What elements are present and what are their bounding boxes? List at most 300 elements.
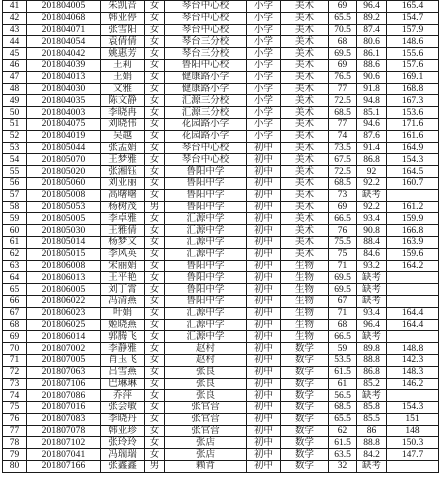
stage-cell: 小学: [247, 36, 281, 48]
row-number-cell: 48: [3, 83, 27, 95]
stage-cell: 初中: [247, 390, 281, 402]
stage-cell: 初中: [247, 461, 281, 473]
written-score-cell: 62: [329, 425, 357, 437]
subject-cell: 美术: [281, 189, 329, 201]
table-row: [3, 319, 439, 331]
interview-score-cell: 91.8: [357, 83, 387, 95]
written-score-cell: 69.5: [329, 48, 357, 60]
row-number-cell: 42: [3, 12, 27, 24]
total-score-cell: [387, 331, 439, 343]
candidate-name-cell: 王莉: [101, 59, 145, 71]
interview-score-cell: 87.6: [357, 130, 387, 142]
table-row: [3, 130, 439, 142]
interview-score-cell: 90.6: [357, 71, 387, 83]
exam-id-cell: 201807005: [27, 354, 101, 366]
school-cell: 鲁阳中学: [165, 272, 247, 284]
row-number-cell: 72: [3, 366, 27, 378]
interview-score-cell: 缺考: [357, 189, 387, 201]
written-score-cell: 63.5: [329, 449, 357, 461]
table-row: [3, 166, 439, 178]
stage-cell: 小学: [247, 59, 281, 71]
written-score-cell: 71: [329, 260, 357, 272]
candidate-name-cell: 冯清燕: [101, 295, 145, 307]
total-score-cell: 148: [387, 425, 439, 437]
total-score-cell: 163.9: [387, 236, 439, 248]
row-number-cell: 76: [3, 413, 27, 425]
stage-cell: 初中: [247, 449, 281, 461]
subject-cell: 数学: [281, 425, 329, 437]
gender-cell: 女: [145, 307, 165, 319]
subject-cell: 数学: [281, 390, 329, 402]
row-number-cell: 71: [3, 354, 27, 366]
row-number-cell: 44: [3, 36, 27, 48]
exam-id-cell: 201804054: [27, 36, 101, 48]
subject-cell: 美术: [281, 71, 329, 83]
row-number-cell: 54: [3, 154, 27, 166]
exam-id-cell: 201804042: [27, 48, 101, 60]
school-cell: 鲁阳中学: [165, 166, 247, 178]
table-row: [3, 449, 439, 461]
row-number-cell: 46: [3, 59, 27, 71]
candidate-name-cell: 张会敏: [101, 402, 145, 414]
written-score-cell: 66.5: [329, 213, 357, 225]
subject-cell: 美术: [281, 107, 329, 119]
written-score-cell: 73.5: [329, 142, 357, 154]
subject-cell: 美术: [281, 118, 329, 130]
stage-cell: 初中: [247, 177, 281, 189]
written-score-cell: 68.5: [329, 177, 357, 189]
written-score-cell: 72.5: [329, 166, 357, 178]
written-score-cell: 76: [329, 225, 357, 237]
school-cell: 赵村: [165, 343, 247, 355]
interview-score-cell: 86: [357, 425, 387, 437]
subject-cell: 美术: [281, 59, 329, 71]
school-cell: 汇源中学: [165, 225, 247, 237]
stage-cell: 小学: [247, 95, 281, 107]
total-score-cell: 147.7: [387, 449, 439, 461]
row-number-cell: 52: [3, 130, 27, 142]
written-score-cell: 77: [329, 83, 357, 95]
table-row: [3, 154, 439, 166]
score-table-body: [3, 1, 439, 473]
subject-cell: 生物: [281, 284, 329, 296]
interview-score-cell: 87.4: [357, 24, 387, 36]
written-score-cell: 69: [329, 1, 357, 13]
school-cell: 琴台中心校: [165, 24, 247, 36]
written-score-cell: 61.5: [329, 366, 357, 378]
row-number-cell: 49: [3, 95, 27, 107]
row-number-cell: 57: [3, 189, 27, 201]
subject-cell: 美术: [281, 248, 329, 260]
row-number-cell: 65: [3, 284, 27, 296]
table-row: [3, 142, 439, 154]
total-score-cell: 167.3: [387, 95, 439, 107]
stage-cell: 初中: [247, 378, 281, 390]
subject-cell: 美术: [281, 201, 329, 213]
exam-id-cell: 201807083: [27, 413, 101, 425]
stage-cell: 初中: [247, 366, 281, 378]
written-score-cell: 70.5: [329, 24, 357, 36]
subject-cell: 美术: [281, 154, 329, 166]
written-score-cell: 71: [329, 307, 357, 319]
written-score-cell: 76.5: [329, 71, 357, 83]
written-score-cell: 68: [329, 319, 357, 331]
score-table: [2, 0, 439, 473]
written-score-cell: 72.5: [329, 95, 357, 107]
candidate-name-cell: 刘晓伟: [101, 118, 145, 130]
table-row: [3, 366, 439, 378]
row-number-cell: 60: [3, 225, 27, 237]
interview-score-cell: 92.2: [357, 177, 387, 189]
school-cell: 张官营: [165, 402, 247, 414]
school-cell: 张店: [165, 449, 247, 461]
total-score-cell: 148.6: [387, 36, 439, 48]
gender-cell: 女: [145, 295, 165, 307]
school-cell: 汇源中学: [165, 319, 247, 331]
row-number-cell: 70: [3, 343, 27, 355]
subject-cell: 美术: [281, 130, 329, 142]
exam-id-cell: 201806005: [27, 284, 101, 296]
total-score-cell: 166.8: [387, 225, 439, 237]
total-score-cell: 165.4: [387, 1, 439, 13]
row-number-cell: 68: [3, 319, 27, 331]
candidate-name-cell: 杨树茂: [101, 201, 145, 213]
subject-cell: 美术: [281, 236, 329, 248]
candidate-name-cell: 吴越: [101, 130, 145, 142]
subject-cell: 数学: [281, 354, 329, 366]
table-row: [3, 95, 439, 107]
candidate-name-cell: 李卓雅: [101, 213, 145, 225]
candidate-name-cell: 袁倩倩: [101, 36, 145, 48]
written-score-cell: 65.5: [329, 12, 357, 24]
stage-cell: 初中: [247, 154, 281, 166]
candidate-name-cell: 王雅倩: [101, 225, 145, 237]
gender-cell: 女: [145, 189, 165, 201]
exam-id-cell: 201807063: [27, 366, 101, 378]
exam-id-cell: 201804030: [27, 83, 101, 95]
written-score-cell: 68: [329, 36, 357, 48]
exam-id-cell: 201806013: [27, 272, 101, 284]
candidate-name-cell: 刘丁霄: [101, 284, 145, 296]
school-cell: 鲁阳中学: [165, 260, 247, 272]
interview-score-cell: 85.8: [357, 402, 387, 414]
candidate-name-cell: 张玲玲: [101, 437, 145, 449]
exam-id-cell: 201807016: [27, 402, 101, 414]
table-row: [3, 295, 439, 307]
subject-cell: 数学: [281, 437, 329, 449]
subject-cell: 数学: [281, 378, 329, 390]
written-score-cell: 77: [329, 118, 357, 130]
subject-cell: 美术: [281, 12, 329, 24]
candidate-name-cell: 李晓冉: [101, 107, 145, 119]
stage-cell: 初中: [247, 260, 281, 272]
stage-cell: 小学: [247, 71, 281, 83]
interview-score-cell: 86.8: [357, 366, 387, 378]
total-score-cell: 161.2: [387, 201, 439, 213]
written-score-cell: 56.5: [329, 390, 357, 402]
candidate-name-cell: 王平艳: [101, 272, 145, 284]
interview-score-cell: 92.2: [357, 201, 387, 213]
subject-cell: 数学: [281, 402, 329, 414]
subject-cell: 美术: [281, 166, 329, 178]
total-score-cell: [387, 284, 439, 296]
gender-cell: 女: [145, 225, 165, 237]
table-row: [3, 402, 439, 414]
table-row: [3, 272, 439, 284]
stage-cell: 初中: [247, 225, 281, 237]
exam-id-cell: 201807041: [27, 449, 101, 461]
exam-id-cell: 201804039: [27, 59, 101, 71]
gender-cell: 女: [145, 425, 165, 437]
table-row: [3, 378, 439, 390]
interview-score-cell: 缺考: [357, 295, 387, 307]
written-score-cell: 68.5: [329, 107, 357, 119]
total-score-cell: 148.3: [387, 366, 439, 378]
subject-cell: 生物: [281, 260, 329, 272]
gender-cell: 女: [145, 154, 165, 166]
school-cell: 张良: [165, 366, 247, 378]
subject-cell: 生物: [281, 331, 329, 343]
gender-cell: 女: [145, 95, 165, 107]
table-row: [3, 413, 439, 425]
stage-cell: 初中: [247, 284, 281, 296]
exam-id-cell: 201805044: [27, 142, 101, 154]
school-cell: 汇源三分校: [165, 107, 247, 119]
interview-score-cell: 91.4: [357, 142, 387, 154]
interview-score-cell: 89.2: [357, 12, 387, 24]
gender-cell: 女: [145, 331, 165, 343]
written-score-cell: 75.5: [329, 236, 357, 248]
total-score-cell: 155.6: [387, 48, 439, 60]
subject-cell: 美术: [281, 225, 329, 237]
table-row: [3, 354, 439, 366]
interview-score-cell: 缺考: [357, 390, 387, 402]
gender-cell: 女: [145, 366, 165, 378]
exam-id-cell: 201805005: [27, 213, 101, 225]
exam-id-cell: 201805020: [27, 166, 101, 178]
total-score-cell: 142.3: [387, 354, 439, 366]
candidate-name-cell: 李风英: [101, 248, 145, 260]
row-number-cell: 79: [3, 449, 27, 461]
candidate-name-cell: 韩亚停: [101, 12, 145, 24]
gender-cell: 女: [145, 36, 165, 48]
row-number-cell: 55: [3, 166, 27, 178]
candidate-name-cell: 宋丽娟: [101, 260, 145, 272]
stage-cell: 小学: [247, 118, 281, 130]
gender-cell: 女: [145, 213, 165, 225]
written-score-cell: 65.5: [329, 413, 357, 425]
written-score-cell: 61: [329, 378, 357, 390]
gender-cell: 女: [145, 248, 165, 260]
gender-cell: 女: [145, 59, 165, 71]
candidate-name-cell: 朱凯音: [101, 1, 145, 13]
stage-cell: 小学: [247, 48, 281, 60]
school-cell: 鲁阳中学: [165, 177, 247, 189]
table-row: [3, 437, 439, 449]
interview-score-cell: 93.2: [357, 260, 387, 272]
gender-cell: 女: [145, 449, 165, 461]
row-number-cell: 67: [3, 307, 27, 319]
gender-cell: 女: [145, 1, 165, 13]
stage-cell: 初中: [247, 142, 281, 154]
candidate-name-cell: 王梦雅: [101, 154, 145, 166]
school-cell: 琴台三分校: [165, 36, 247, 48]
row-number-cell: 63: [3, 260, 27, 272]
total-score-cell: 157.9: [387, 24, 439, 36]
school-cell: 琴台中心校: [165, 142, 247, 154]
row-number-cell: 43: [3, 24, 27, 36]
written-score-cell: 73: [329, 189, 357, 201]
exam-id-cell: 201804035: [27, 95, 101, 107]
interview-score-cell: 96.4: [357, 319, 387, 331]
exam-id-cell: 201805053: [27, 201, 101, 213]
total-score-cell: [387, 272, 439, 284]
total-score-cell: 169.1: [387, 71, 439, 83]
stage-cell: 初中: [247, 189, 281, 201]
total-score-cell: 161.6: [387, 130, 439, 142]
exam-id-cell: 201805070: [27, 154, 101, 166]
table-row: [3, 331, 439, 343]
exam-id-cell: 201804005: [27, 1, 101, 13]
gender-cell: 女: [145, 402, 165, 414]
table-row: [3, 48, 439, 60]
table-row: [3, 118, 439, 130]
written-score-cell: 75: [329, 248, 357, 260]
subject-cell: 数学: [281, 343, 329, 355]
table-row: [3, 59, 439, 71]
row-number-cell: 59: [3, 213, 27, 225]
gender-cell: 女: [145, 343, 165, 355]
subject-cell: 生物: [281, 319, 329, 331]
interview-score-cell: 85.2: [357, 378, 387, 390]
written-score-cell: 69: [329, 201, 357, 213]
stage-cell: 初中: [247, 402, 281, 414]
table-row: [3, 461, 439, 473]
exam-id-cell: 201804075: [27, 118, 101, 130]
stage-cell: 初中: [247, 413, 281, 425]
gender-cell: 男: [145, 201, 165, 213]
total-score-cell: 154.7: [387, 12, 439, 24]
table-row: [3, 24, 439, 36]
school-cell: 汇源中学: [165, 331, 247, 343]
row-number-cell: 64: [3, 272, 27, 284]
exam-id-cell: 201807002: [27, 343, 101, 355]
interview-score-cell: 94.8: [357, 95, 387, 107]
score-sheet: [2, 0, 438, 500]
total-score-cell: 159.9: [387, 213, 439, 225]
interview-score-cell: 96.4: [357, 1, 387, 13]
subject-cell: 生物: [281, 307, 329, 319]
school-cell: 琴台中心校: [165, 12, 247, 24]
stage-cell: 初中: [247, 425, 281, 437]
row-number-cell: 58: [3, 201, 27, 213]
candidate-name-cell: 韩亚珍: [101, 425, 145, 437]
row-number-cell: 69: [3, 331, 27, 343]
candidate-name-cell: 陈文静: [101, 95, 145, 107]
gender-cell: 女: [145, 236, 165, 248]
exam-id-cell: 201804071: [27, 24, 101, 36]
exam-id-cell: 201806014: [27, 331, 101, 343]
stage-cell: 初中: [247, 236, 281, 248]
total-score-cell: 164.2: [387, 260, 439, 272]
exam-id-cell: 201806023: [27, 307, 101, 319]
exam-id-cell: 201805008: [27, 189, 101, 201]
table-row: [3, 307, 439, 319]
gender-cell: 女: [145, 71, 165, 83]
written-score-cell: 69.5: [329, 284, 357, 296]
subject-cell: 美术: [281, 24, 329, 36]
candidate-name-cell: 刘亚丽: [101, 177, 145, 189]
row-number-cell: 51: [3, 118, 27, 130]
candidate-name-cell: 姚惠芳: [101, 48, 145, 60]
written-score-cell: 59: [329, 343, 357, 355]
gender-cell: 女: [145, 12, 165, 24]
gender-cell: 女: [145, 166, 165, 178]
candidate-name-cell: 王娟: [101, 71, 145, 83]
row-number-cell: 53: [3, 142, 27, 154]
exam-id-cell: 201807078: [27, 425, 101, 437]
school-cell: 张官营: [165, 413, 247, 425]
interview-score-cell: 85.1: [357, 107, 387, 119]
written-score-cell: 67.5: [329, 154, 357, 166]
subject-cell: 数学: [281, 449, 329, 461]
interview-score-cell: 89.8: [357, 343, 387, 355]
exam-id-cell: 201807102: [27, 437, 101, 449]
subject-cell: 美术: [281, 142, 329, 154]
table-row: [3, 390, 439, 402]
written-score-cell: 68.5: [329, 402, 357, 414]
stage-cell: 小学: [247, 1, 281, 13]
gender-cell: 女: [145, 390, 165, 402]
row-number-cell: 78: [3, 437, 27, 449]
exam-id-cell: 201804013: [27, 71, 101, 83]
stage-cell: 小学: [247, 83, 281, 95]
exam-id-cell: 201806025: [27, 319, 101, 331]
interview-score-cell: 90.8: [357, 225, 387, 237]
table-row: [3, 260, 439, 272]
school-cell: 琴台中心校: [165, 1, 247, 13]
gender-cell: 女: [145, 354, 165, 366]
stage-cell: 初中: [247, 295, 281, 307]
interview-score-cell: 缺考: [357, 284, 387, 296]
candidate-name-cell: 张鑫鑫: [101, 461, 145, 473]
candidate-name-cell: 吕雪燕: [101, 366, 145, 378]
exam-id-cell: 201807086: [27, 390, 101, 402]
total-score-cell: 153.6: [387, 107, 439, 119]
row-number-cell: 62: [3, 248, 27, 260]
total-score-cell: 148.8: [387, 343, 439, 355]
subject-cell: 生物: [281, 295, 329, 307]
gender-cell: 女: [145, 319, 165, 331]
gender-cell: 女: [145, 272, 165, 284]
table-row: [3, 36, 439, 48]
exam-id-cell: 201807106: [27, 378, 101, 390]
interview-score-cell: 缺考: [357, 272, 387, 284]
table-row: [3, 425, 439, 437]
total-score-cell: 171.6: [387, 118, 439, 130]
school-cell: 鲁阳中学: [165, 295, 247, 307]
interview-score-cell: 86.8: [357, 154, 387, 166]
written-score-cell: 67: [329, 295, 357, 307]
row-number-cell: 75: [3, 402, 27, 414]
stage-cell: 小学: [247, 24, 281, 36]
subject-cell: 美术: [281, 177, 329, 189]
gender-cell: 女: [145, 413, 165, 425]
table-row: [3, 213, 439, 225]
stage-cell: 初中: [247, 331, 281, 343]
interview-score-cell: 80.6: [357, 36, 387, 48]
candidate-name-cell: 肖玉飞: [101, 354, 145, 366]
